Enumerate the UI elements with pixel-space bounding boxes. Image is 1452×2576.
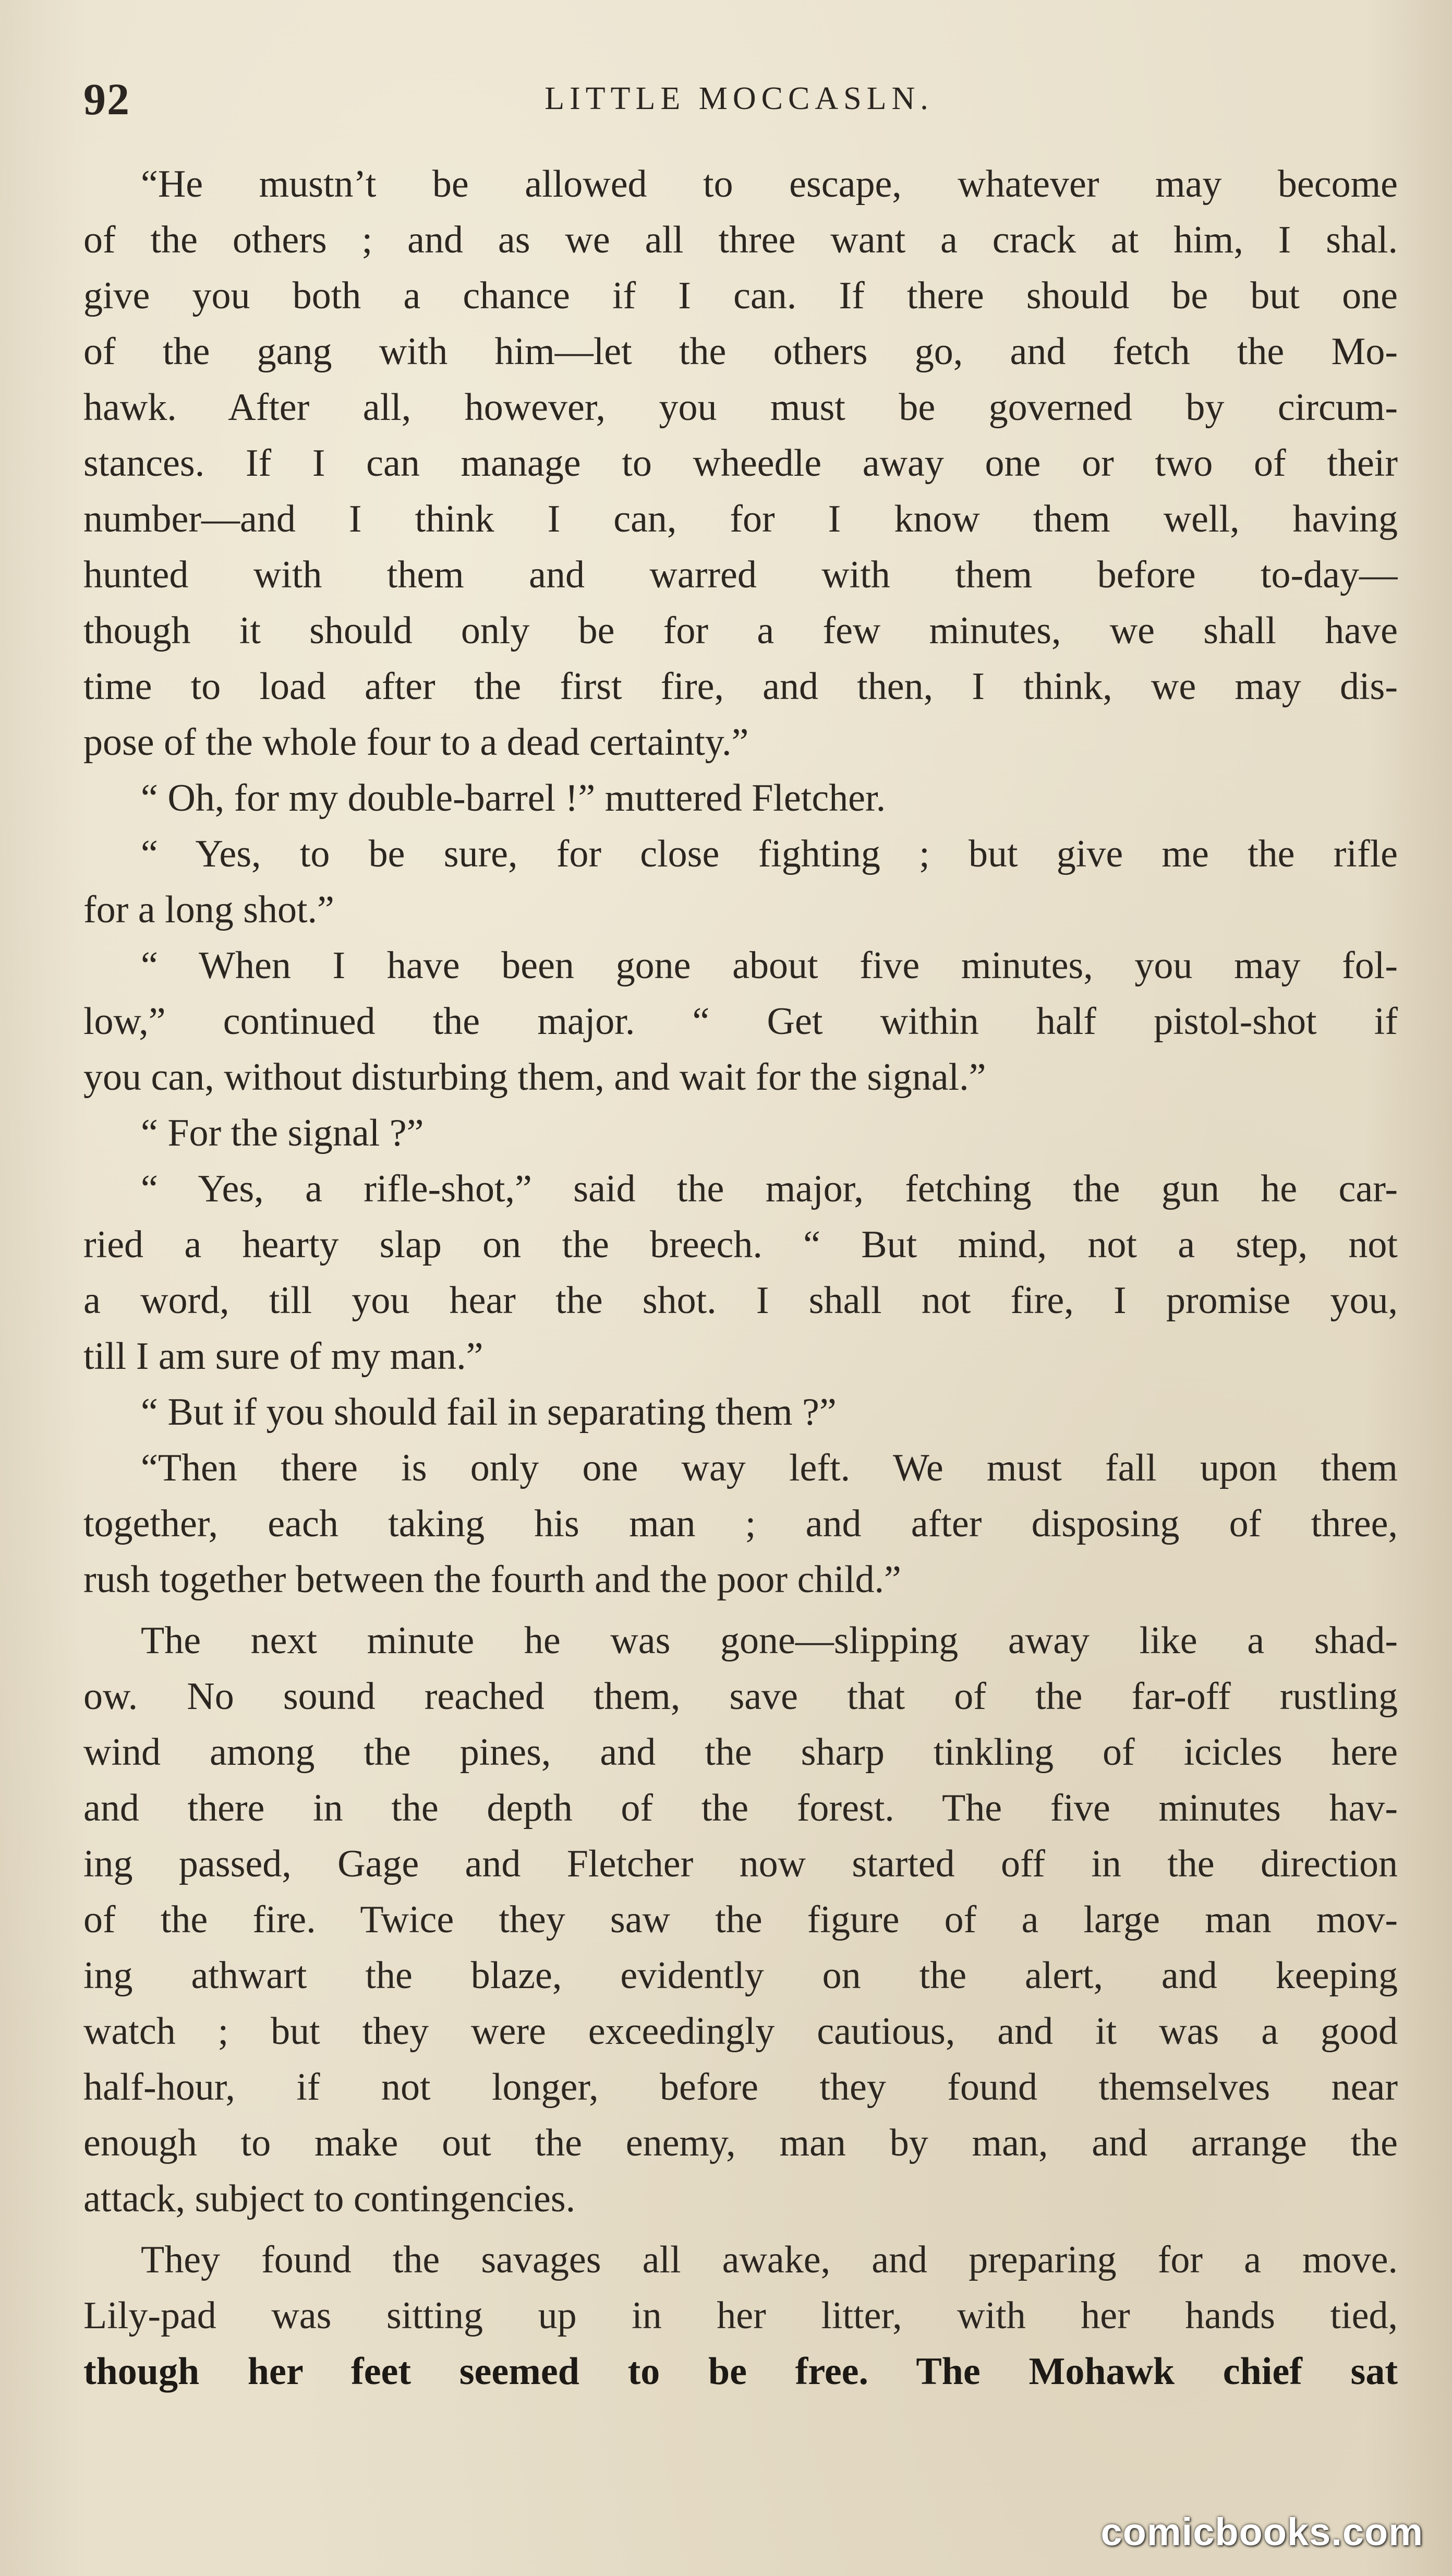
page-number: 92 bbox=[83, 74, 130, 124]
text-line: ing athwart the blaze, evidently on the alert, and keeping bbox=[83, 1954, 1398, 1997]
text-line: stances. If I can manage to wheedle away one or two of their bbox=[83, 442, 1398, 485]
text-line: attack, subject to contingencies. bbox=[83, 2177, 576, 2220]
text-line: of the gang with him—let the others go, and fetch the Mo- bbox=[83, 330, 1398, 373]
text-line: give you both a chance if I can. If there should be but one bbox=[83, 274, 1398, 317]
text-line: together, each taking his man ; and after disposing of three, bbox=[83, 1502, 1398, 1545]
text-line: “ Oh, for my double-barrel !” muttered Fletcher. bbox=[141, 777, 886, 820]
text-line: Lily-pad was sitting up in her litter, with her hands tied, bbox=[83, 2294, 1398, 2337]
text-line: “ But if you should fail in separating them ?” bbox=[141, 1391, 837, 1434]
text-line: The next minute he was gone—slipping away like a shad- bbox=[141, 1619, 1398, 1662]
text-line: ow. No sound reached them, save that of the far-off rustling bbox=[83, 1675, 1398, 1718]
text-line: “ Yes, a rifle-shot,” said the major, fetching the gun he car- bbox=[141, 1167, 1398, 1210]
text-line: wind among the pines, and the sharp tinkling of icicles here bbox=[83, 1731, 1398, 1774]
text-line: of the others ; and as we all three want a crack at him, I shal. bbox=[83, 219, 1398, 261]
text-line: hunted with them and warred with them before to-day— bbox=[83, 553, 1398, 596]
text-line: “ For the signal ?” bbox=[141, 1112, 424, 1154]
text-line: till I am sure of my man.” bbox=[83, 1335, 483, 1378]
text-line: pose of the whole four to a dead certainty.” bbox=[83, 721, 749, 764]
text-line: watch ; but they were exceedingly cautious, and it was a good bbox=[83, 2010, 1398, 2053]
text-line: for a long shot.” bbox=[83, 888, 334, 931]
text-line: “ Yes, to be sure, for close fighting ; but give me the rifle bbox=[141, 833, 1398, 875]
text-line: ried a hearty slap on the breech. “ But mind, not a step, not bbox=[83, 1223, 1398, 1266]
text-line: number—and I think I can, for I know them well, having bbox=[83, 498, 1398, 540]
body-text bbox=[83, 157, 1398, 2400]
text-line: a word, till you hear the shot. I shall not fire, I promise you, bbox=[83, 1279, 1398, 1322]
text-line: hawk. After all, however, you must be governed by circum- bbox=[83, 386, 1398, 429]
text-line: of the fire. Twice they saw the figure of a large man mov- bbox=[83, 1898, 1398, 1941]
text-line: “ When I have been gone about five minutes, you may fol- bbox=[141, 944, 1398, 987]
text-line: rush together between the fourth and the poor child.” bbox=[83, 1558, 901, 1601]
text-line: ing passed, Gage and Fletcher now started off in the direction bbox=[83, 1843, 1398, 1885]
text-line: and there in the depth of the forest. The five minutes hav- bbox=[83, 1787, 1398, 1829]
text-line: low,” continued the major. “ Get within half pistol-shot if bbox=[83, 1000, 1398, 1043]
text-line: half-hour, if not longer, before they found themselves near bbox=[83, 2066, 1398, 2109]
text-line: though her feet seemed to be free. The Mohawk chief sat bbox=[83, 2350, 1398, 2393]
watermark-text: comicbooks.com bbox=[1100, 2510, 1423, 2554]
text-line: enough to make out the enemy, man by man, and arrange the bbox=[83, 2122, 1398, 2164]
running-head bbox=[83, 63, 1395, 130]
text-line: They found the savages all awake, and preparing for a move. bbox=[141, 2238, 1398, 2281]
text-line: though it should only be for a few minutes, we shall have bbox=[83, 609, 1398, 652]
text-line: you can, without disturbing them, and wait for the signal.” bbox=[83, 1056, 986, 1099]
text-line: “Then there is only one way left. We must fall upon them bbox=[141, 1447, 1398, 1489]
text-line: time to load after the first fire, and then, I think, we may dis- bbox=[83, 665, 1398, 708]
text-line: “He mustn’t be allowed to escape, whatever may become bbox=[141, 163, 1398, 206]
running-title: LITTLE MOCCASLN. bbox=[544, 81, 934, 116]
